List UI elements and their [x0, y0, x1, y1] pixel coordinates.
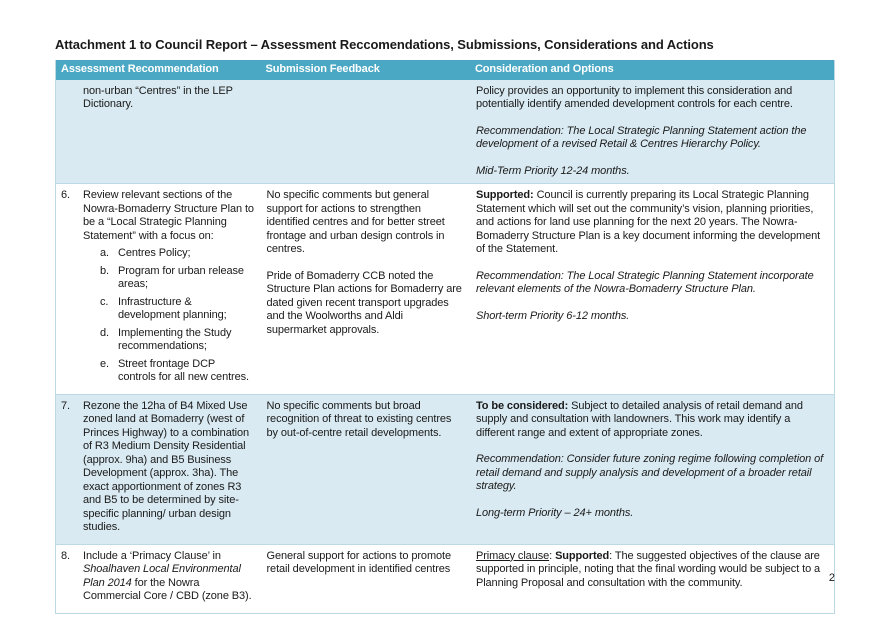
list-label: e.	[100, 357, 109, 370]
text-run: :	[549, 549, 556, 562]
recommendation-text	[83, 400, 254, 539]
list-item-text	[118, 327, 254, 354]
recommendation-text	[83, 550, 254, 608]
cell-feedback	[260, 395, 469, 544]
text-run: Supported:	[475, 189, 534, 201]
text-run: Shoalhaven Local Environmental Plan 2014	[83, 563, 241, 589]
cell-recommendation	[56, 80, 260, 184]
text-run: : The suggested objectives of the clause are supported in principle, noting that the final wording would be subject to a Planning Proposal and consultation with the community.	[475, 549, 821, 589]
text-run: for the Nowra Commercial Core / CBD (zone B3).	[83, 576, 252, 602]
text-run: No specific comments but broad recognition of threat to existing centres by out-of-centre retail developments.	[266, 399, 452, 439]
paragraph	[100, 358, 254, 385]
text-run: Recommendation: The Local Strategic Planning Statement incorporate relevant elements of the Nowra-Bomaderry Structure Plan.	[475, 269, 814, 295]
cell-recommendation	[56, 395, 260, 544]
text-run: Implementing the Study recommendations;	[118, 326, 232, 352]
list-item-text	[118, 358, 254, 385]
text-run: Recommendation: Consider future zoning regime following completion of retail demand and supply analysis and development of a broader retail strategy.	[475, 453, 824, 492]
recommendation-text	[83, 85, 254, 179]
paragraph	[476, 453, 828, 494]
text-run: No specific comments but general support for actions to strengthen identified centres and for better street frontage and urban design controls in centres.	[266, 189, 445, 255]
paragraph	[83, 400, 254, 535]
item-number	[61, 85, 83, 179]
paragraph	[476, 189, 828, 257]
list-label: a.	[100, 247, 109, 259]
text-run: Include a ‘Primacy Clause’ in	[83, 549, 221, 562]
cell-recommendation	[56, 184, 260, 394]
paragraph	[100, 296, 254, 323]
cell-feedback	[260, 80, 469, 184]
paragraph	[266, 550, 463, 577]
text-run: General support for actions to promote retail development in identified centres	[266, 549, 452, 575]
item-number: 7.	[61, 399, 70, 412]
text-run: Rezone the 12ha of B4 Mixed Use zoned land at Bomaderry (west of Princes Highway) to a combination of R3 Medium Density Residential (approx. 9ha) and B5 Business Development (approx. 3ha). The exact apportionment of zones R3 and B5 to be determined by site-specific planning/ urban design studies.	[83, 399, 250, 533]
text-run: Program for urban release areas;	[118, 264, 244, 290]
text-run: Recommendation: The Local Strategic Planning Statement action the development of a revised Retail & Centres Hierarchy Policy.	[475, 124, 807, 150]
paragraph	[266, 189, 463, 257]
text-run: non-urban “Centres” in the LEP Dictionary.	[83, 84, 233, 110]
cell-feedback	[260, 184, 469, 394]
paragraph	[266, 270, 463, 338]
cell-consideration	[470, 184, 834, 394]
paragraph	[83, 189, 254, 243]
header-assessment-recommendation: Assessment Recommendation	[61, 63, 219, 75]
text-run: Pride of Bomaderry CCB noted the Structure Plan actions for Bomaderry are dated given recent transport upgrades and the Woolworths and Aldi supermarket approvals.	[266, 269, 462, 336]
item-number: 6.	[61, 189, 70, 201]
list-item-text	[118, 247, 254, 261]
text-run: Street frontage DCP controls for all new centres.	[118, 357, 249, 383]
paragraph	[266, 400, 463, 441]
page-title: Attachment 1 to Council Report – Assessment Reccomendations, Submissions, Considerations and Actions	[55, 37, 714, 52]
paragraph	[100, 265, 254, 292]
text-run: Supported	[555, 549, 610, 562]
text-run: Centres Policy;	[118, 247, 191, 259]
header-submission-feedback: Submission Feedback	[265, 63, 380, 75]
table-row	[56, 183, 834, 394]
cell-consideration	[470, 395, 834, 544]
list-item-text	[118, 296, 254, 323]
text-run: Review relevant sections of the Nowra-Bomaderry Structure Plan to be a “Local Strategic Planning Statement” with a focus on:	[83, 189, 254, 242]
text-run: Long-term Priority – 24+ months.	[475, 506, 634, 519]
text-run: Short-term Priority 6-12 months.	[475, 309, 630, 322]
item-number: 8.	[61, 549, 70, 562]
assessment-table	[55, 60, 835, 614]
paragraph	[476, 507, 828, 521]
text-run: Mid-Term Priority 12-24 months.	[475, 164, 630, 177]
table-row	[56, 80, 834, 184]
list-label: c.	[100, 295, 109, 308]
list-item-text	[118, 265, 254, 292]
paragraph	[100, 327, 254, 354]
text-run: Policy provides an opportunity to implement this consideration and potentially identify amended development controls for each centre.	[475, 84, 793, 110]
paragraph	[476, 310, 828, 324]
recommendation-text	[83, 189, 254, 389]
paragraph	[476, 550, 828, 591]
paragraph	[476, 85, 828, 112]
cell-feedback	[260, 545, 469, 613]
paragraph	[83, 85, 254, 112]
text-run: Subject to detailed analysis of retail demand and supply and consultation with landowners. This work may identify a different range and extent of appropriate zones.	[475, 399, 803, 439]
text-run: Primacy clause	[475, 549, 550, 562]
table-row	[56, 544, 834, 613]
page-number: 2	[828, 572, 835, 584]
table-header-row	[56, 60, 834, 80]
text-run: Council is currently preparing its Local Strategic Planning Statement which will set out the community’s vision, planning priorities, and actions for land use planning for the next 20 years. The Nowra-Bomaderry Structure Plan is a key document informing the development of the Statement.	[475, 189, 821, 255]
paragraph	[476, 400, 828, 441]
list-label: b.	[100, 264, 109, 277]
text-run: To be considered:	[475, 399, 569, 412]
table-row	[56, 394, 834, 544]
table-body	[56, 80, 834, 613]
cell-recommendation	[56, 545, 260, 613]
text-run: Infrastructure & development planning;	[118, 295, 227, 321]
paragraph	[100, 247, 254, 261]
paragraph	[83, 550, 254, 604]
paragraph	[476, 165, 828, 179]
cell-consideration	[470, 80, 834, 184]
paragraph	[476, 125, 828, 152]
cell-consideration	[470, 545, 834, 613]
header-consideration-options: Consideration and Options	[474, 63, 614, 75]
list-label: d.	[100, 326, 109, 339]
paragraph	[476, 270, 828, 297]
